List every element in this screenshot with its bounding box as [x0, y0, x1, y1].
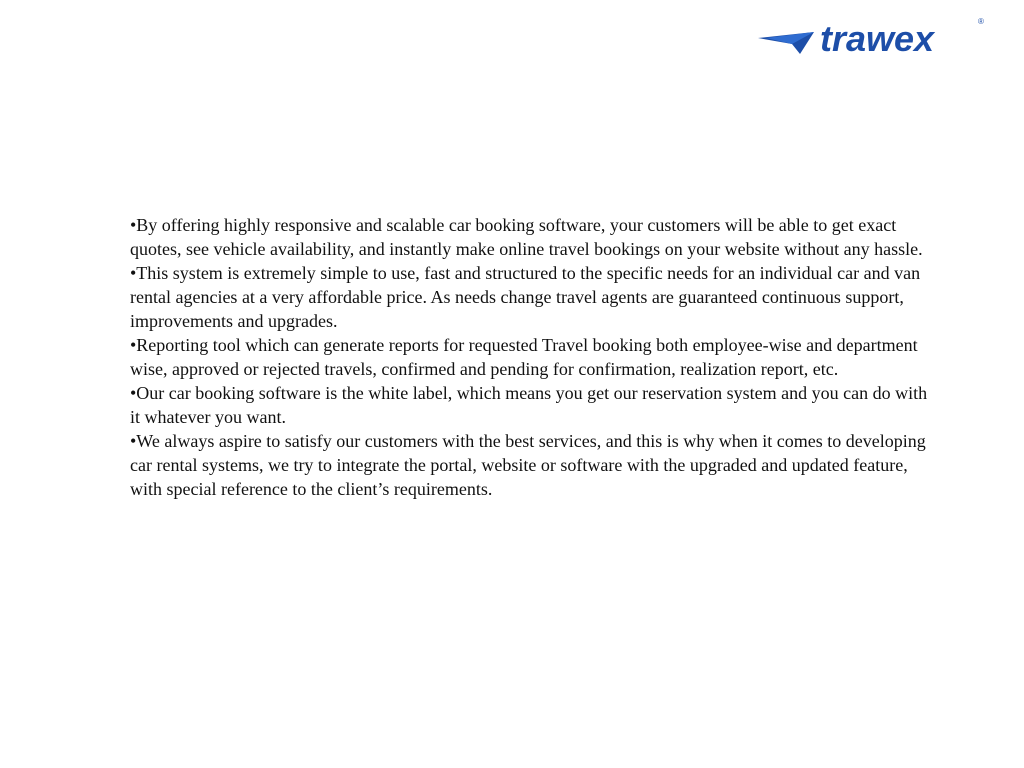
- bullet-item: •By offering highly responsive and scalable car booking software, your customers will be able to get exact quotes, see vehicle availability, and instantly make online travel bookings on your website without any hassle.: [130, 215, 923, 259]
- registered-mark: ®: [978, 17, 984, 26]
- trawex-logo: [756, 14, 996, 58]
- body-text: [130, 213, 938, 501]
- logo-wordmark: trawex: [820, 18, 935, 58]
- bullet-item: •This system is extremely simple to use, fast and structured to the specific needs for an individual car and van rental agencies at a very affordable price. As needs change travel agents are guaranteed continuous support, improvements and upgrades.: [130, 263, 921, 331]
- bullet-item: •We always aspire to satisfy our customers with the best services, and this is why when it comes to developing car rental systems, we try to integrate the portal, website or software with the upgraded and updated feature, with special reference to the client’s requirements.: [130, 431, 926, 499]
- bullet-item: •Our car booking software is the white label, which means you get our reservation system and you can do with it whatever you want.: [130, 383, 928, 427]
- bullet-item: •Reporting tool which can generate reports for requested Travel booking both employee-wise and department wise, approved or rejected travels, confirmed and pending for confirmation, realization report, etc.: [130, 335, 918, 379]
- logo-graphic: [756, 14, 996, 58]
